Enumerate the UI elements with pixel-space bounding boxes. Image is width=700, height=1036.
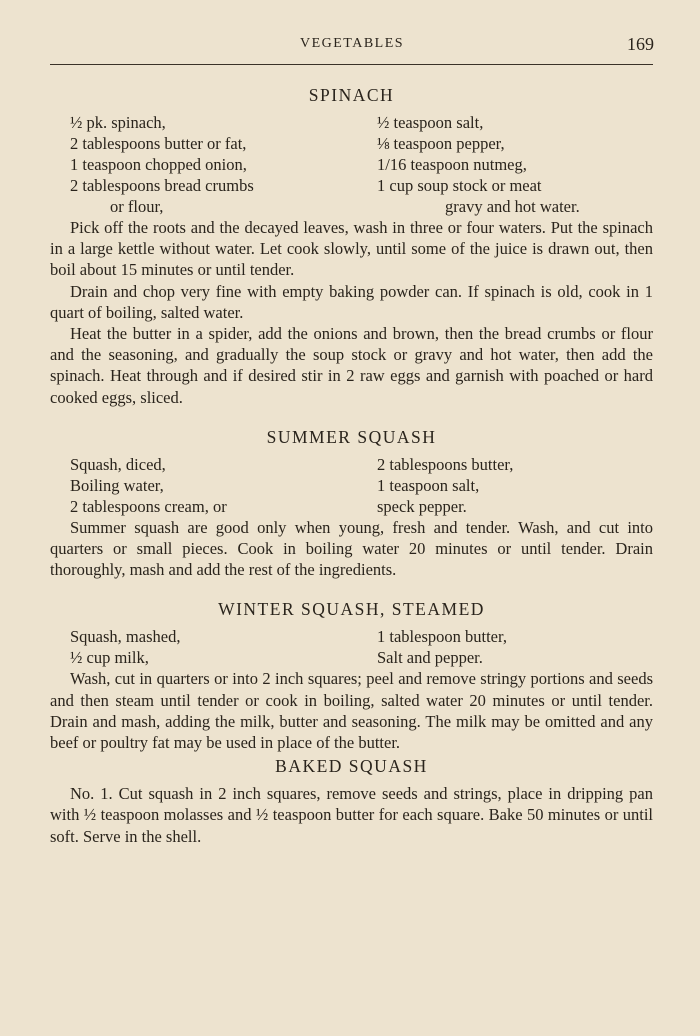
ingredient-list bbox=[50, 454, 653, 517]
recipe-title: BAKED SQUASH bbox=[275, 756, 428, 777]
ingredient: 2 tablespoons bread crumbs bbox=[70, 176, 254, 195]
recipe-title: SPINACH bbox=[308, 85, 395, 105]
chapter-title: VEGETABLES bbox=[299, 36, 405, 51]
instructions: Heat the butter in a spider, add the onions and brown, then the bread crumbs or flour and the seasoning, and gradually the soup stock or gravy and hot water, then add the spinach. Heat through and if desired stir in 2 raw eggs and garnish with poached or hard cooked eggs, sliced. bbox=[50, 324, 653, 407]
recipe-title: SUMMER SQUASH bbox=[266, 426, 437, 447]
ingredient: 1 teaspoon chopped onion, bbox=[70, 155, 247, 174]
header-rule bbox=[50, 64, 653, 65]
ingredient: ⅛ teaspoon pepper, bbox=[377, 134, 505, 153]
ingredient: 1 teaspoon salt, bbox=[377, 475, 480, 495]
ingredient: or flour, bbox=[110, 197, 164, 216]
ingredient-list bbox=[50, 112, 653, 217]
ingredient: Boiling water, bbox=[70, 475, 164, 495]
ingredient: 2 tablespoons cream, or bbox=[70, 496, 227, 516]
instructions: Wash, cut in quarters or into 2 inch squares; peel and remove stringy portions and seeds and then steam until tender or cook in boiling, salted water 20 minutes or until tender. Drain and mash, adding the milk, butter and seasoning. The milk may be omitted and any beef or poultry fat may be used in place of the butter. bbox=[50, 669, 653, 753]
running-head bbox=[50, 34, 654, 58]
recipe-spinach bbox=[50, 84, 653, 408]
ingredient: ½ teaspoon salt, bbox=[377, 113, 484, 132]
recipe-baked-squash bbox=[50, 755, 653, 847]
recipe-summer-squash bbox=[50, 426, 653, 581]
ingredient: Squash, diced, bbox=[70, 454, 166, 474]
ingredient: 1 cup soup stock or meat bbox=[377, 176, 542, 195]
ingredient: ½ pk. spinach, bbox=[70, 113, 166, 132]
ingredient: speck pepper. bbox=[377, 496, 467, 516]
recipe-winter-squash bbox=[50, 598, 653, 753]
ingredient: 2 tablespoons butter or fat, bbox=[70, 134, 247, 153]
ingredient: gravy and hot water. bbox=[445, 197, 580, 216]
ingredient: ½ cup milk, bbox=[70, 648, 149, 668]
page-number: 169 bbox=[627, 34, 654, 54]
instructions: No. 1. Cut squash in 2 inch squares, remove seeds and strings, place in dripping pan with ½ teaspoon molasses and ½ teaspoon butter for each square. Bake 50 minutes or until soft. Serve in the shell. bbox=[50, 784, 653, 846]
ingredient: Salt and pepper. bbox=[377, 648, 483, 668]
ingredient: 1 tablespoon butter, bbox=[377, 627, 507, 647]
ingredient-list bbox=[50, 626, 653, 668]
instructions: Pick off the roots and the decayed leaves, wash in three or four waters. Put the spinach in a large kettle without water. Let cook slowly, until some of the juice is drawn out, then boil about 15 minutes or until tender. bbox=[50, 218, 653, 280]
recipe-title: WINTER SQUASH, STEAMED bbox=[218, 599, 485, 620]
instructions: Drain and chop very fine with empty baking powder can. If spinach is old, cook in 1 quart of boiling, salted water. bbox=[50, 281, 653, 322]
ingredient: 2 tablespoons butter, bbox=[377, 454, 514, 474]
page-content bbox=[50, 84, 653, 847]
ingredient: 1/16 teaspoon nutmeg, bbox=[377, 155, 527, 174]
ingredient: Squash, mashed, bbox=[70, 627, 181, 647]
instructions: Summer squash are good only when young, fresh and tender. Wash, and cut into quarters or small pieces. Cook in boiling water 20 minutes or until tender. Drain thoroughly, mash and add the rest of the ingredients. bbox=[50, 517, 653, 580]
